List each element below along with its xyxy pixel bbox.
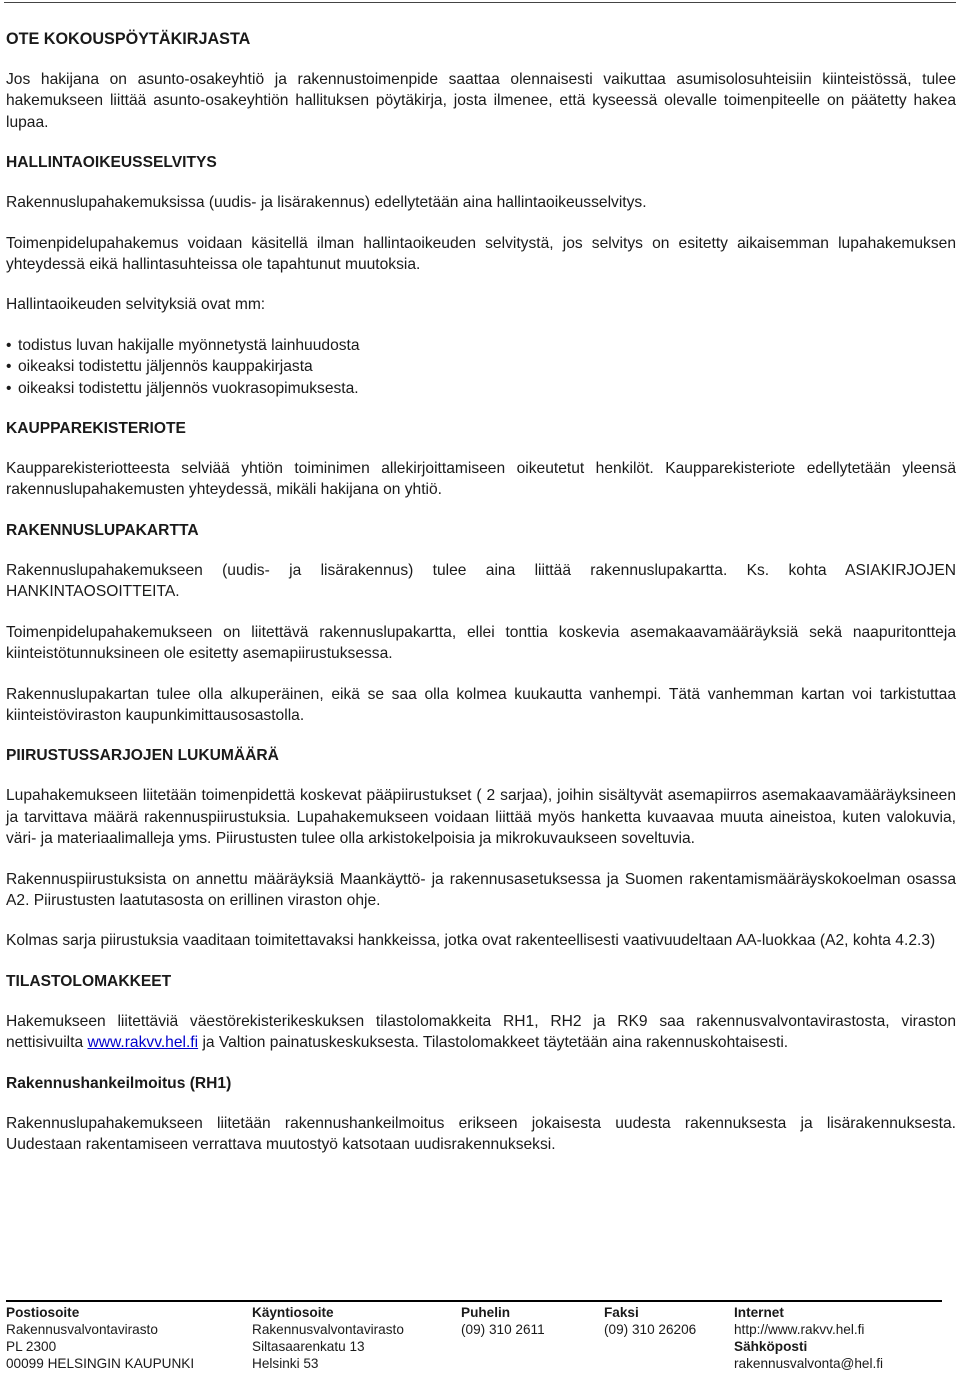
list-item: • todistus luvan hakijalle myönnetystä lainhuudosta [6,335,956,356]
section-heading-kaupparekisteri: KAUPPAREKISTERIOTE [6,420,186,438]
paragraph: Toimenpidelupahakemus voidaan käsitellä ilman hallintaoikeuden selvitystä, jos selvitys on esitetty aikaisemman lupahakemuksen yhteydessä eikä hallintasuhteissa ole tapahtunut muutoksia. [6,234,956,274]
list-item: • oikeaksi todistettu jäljennös vuokrasopimuksesta. [6,378,956,399]
footer-value: PL 2300 [6,1339,57,1354]
footer-email[interactable]: rakennusvalvonta@hel.fi [734,1356,884,1371]
paragraph: Rakennuslupakartan tulee olla alkuperäinen, eikä se saa olla kolmea kuukautta vanhempi. Tätä vanhemman kartan voi tarkistuttaa kiinteistöviraston kaupunkimittausosastolla. [6,685,956,724]
footer-value: Rakennusvalvontavirasto [252,1322,404,1337]
footer-label: Postiosoite [6,1305,80,1320]
paragraph: Lupahakemukseen liitetään toimenpidettä koskevat pääpiirustukset ( 2 sarjaa), joihin sisältyvät asemapiirros asemakaavamääräyksineen ja tarvittava määrä rakennuspiirustuksia. Lupahakemukseen voidaan liittää myös hanketta kuvaavaa muuta aineistoa, kuten valokuvia, väri- ja materiaalimalleja yms. Piirustusten tulee olla arkistokelpoisia ja mikrokuvaukseen soveltuvia. [6,787,956,848]
footer-value: Siltasaarenkatu 13 [252,1339,365,1354]
section-heading-piirustussarjat: PIIRUSTUSSARJOJEN LUKUMÄÄRÄ [6,747,279,765]
paragraph: Rakennuslupahakemuksissa (uudis- ja lisärakennus) edellytetään aina hallintaoikeusselvitys. [6,194,647,212]
footer-website[interactable]: http://www.rakvv.hel.fi [734,1322,865,1337]
footer-label: Sähköposti [734,1339,808,1354]
paragraph: Rakennuslupahakemukseen (uudis- ja lisärakennus) tulee aina liittää rakennuslupakartta. Ks. kohta ASIAKIRJOJEN HANKINTAOSOITTEITA. [6,561,956,601]
footer-postal-address [6,1304,194,1372]
footer-phone [461,1304,545,1338]
website-link[interactable]: www.rakvv.hel.fi [87,1034,199,1052]
section-heading-rh1: Rakennushankeilmoitus (RH1) [6,1074,232,1092]
page-title: OTE KOKOUSPÖYTÄKIRJASTA [6,30,251,48]
bullet-list [6,335,956,399]
footer-label: Faksi [604,1305,639,1320]
paragraph: Toimenpidelupahakemukseen on liitettävä rakennuslupakartta, ellei tonttia koskevia asemakaavamääräyksiä sekä naapuritontteja kiinteistötunnuksineen ole esitetty asemapiirustuksessa. [6,623,956,663]
list-item: • oikeaksi todistettu jäljennös kauppakirjasta [6,356,956,377]
footer-fax [604,1304,696,1338]
footer-visiting-address [252,1304,404,1372]
paragraph: Hallintaoikeuden selvityksiä ovat mm: [6,296,266,314]
document-body [6,28,956,1174]
footer-value: Rakennusvalvontavirasto [6,1322,158,1337]
paragraph: Kolmas sarja piirustuksia vaaditaan toimitettavaksi hankkeissa, jotka ovat rakenteellisesti vaativuudeltaan AA-luokkaa (A2, kohta 4.2.3) [6,932,936,950]
section-heading-hallintaoikeus: HALLINTAOIKEUSSELVITYS [6,154,217,172]
footer-rule [6,1300,942,1302]
paragraph-text: ja Valtion painatuskeskuksesta. Tilastolomakkeet täytetään aina rakennuskohtaisesti. [198,1034,789,1052]
footer-label: Käyntiosoite [252,1305,334,1320]
footer-value: 00099 HELSINGIN KAUPUNKI [6,1356,195,1371]
intro-paragraph: Jos hakijana on asunto-osakeyhtiö ja rakennustoimenpide saattaa olennaisesti vaikuttaa asumisolosuhteisiin kiinteistössä, tulee hakemukseen liittää asunto-osakeyhtiön hallituksen pöytäkirja, josta ilmenee, että kyseessä olevalle toimenpiteelle on päätetty hakea lupaa. [6,71,956,131]
footer-value: (09) 310 2611 [461,1322,545,1337]
section-heading-tilastolomakkeet: TILASTOLOMAKKEET [6,972,172,990]
footer-label: Puhelin [461,1305,511,1320]
footer-internet [734,1304,883,1372]
paragraph-text: Hakemukseen liitettäviä väestörekisterikeskuksen tilastolomakkeita RH1, RH2 ja RK9 saa rakennusvalvontavirastosta, viraston nettisivuilta [6,1012,956,1052]
section-heading-rakennuslupakartta: RAKENNUSLUPAKARTTA [6,521,199,539]
paragraph [6,1011,956,1054]
footer-label: Internet [734,1305,784,1320]
paragraph: Rakennuslupahakemukseen liitetään rakennushankeilmoitus erikseen jokaisesta uudesta rakennuksesta ja lisärakennuksesta. Uudestaan rakentamiseen verrattava muutostyö katsotaan uudisrakennukseksi. [6,1114,956,1153]
top-rule [4,2,956,3]
paragraph: Kaupparekisteriotteesta selviää yhtiön toiminimen allekirjoittamiseen oikeutetut henkilöt. Kaupparekisteriote edellytetään yleensä rakennuslupahakemusten yhteydessä, mikäli hakijana on yhtiö. [6,460,956,499]
paragraph: Rakennuspiirustuksista on annettu määräyksiä Maankäyttö- ja rakennusasetuksessa ja Suomen rakentamismääräyskokoelman osassa A2. Piirustusten laatutasosta on erillinen viraston ohje. [6,870,956,909]
footer-value: (09) 310 26206 [604,1322,697,1337]
footer-value: Helsinki 53 [252,1356,319,1371]
